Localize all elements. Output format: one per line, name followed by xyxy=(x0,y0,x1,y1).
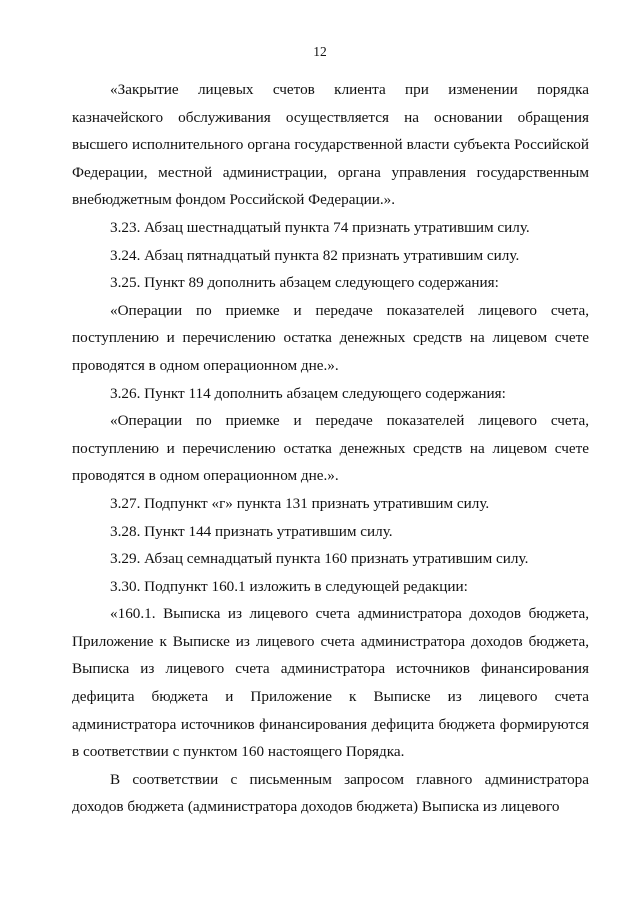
paragraph-3-23: 3.23. Абзац шестнадцатый пункта 74 признать утратившим силу. xyxy=(110,218,530,236)
paragraph-request-statement: В соответствии с письменным запросом главного администратора доходов бюджета (администратора доходов бюджета) Выписка из лицевого xyxy=(72,770,589,816)
paragraph-160-1-quote: «160.1. Выписка из лицевого счета администратора доходов бюджета, Приложение к Выписке из лицевого счета администратора доходов бюджета, Выписка из лицевого счета администратора источников финансирования дефицита бюджета и Приложение к Выписке из лицевого счета администратора источников финансирования дефицита бюджета формируются в соответствии с пунктом 160 настоящего Порядка. xyxy=(72,605,589,761)
paragraph-3-26-quote: «Операции по приемке и передаче показателей лицевого счета, поступлению и перечислению остатка денежных средств на лицевом счете проводятся в одном операционном дне.». xyxy=(72,412,589,485)
paragraph-3-25: 3.25. Пункт 89 дополнить абзацем следующего содержания: xyxy=(110,274,499,292)
paragraph-3-28: 3.28. Пункт 144 признать утратившим силу. xyxy=(110,522,393,540)
paragraph-3-25-quote: «Операции по приемке и передаче показателей лицевого счета, поступлению и перечислению остатка денежных средств на лицевом счете проводятся в одном операционном дне.». xyxy=(72,301,589,374)
paragraph-3-29: 3.29. Абзац семнадцатый пункта 160 признать утратившим силу. xyxy=(110,550,529,568)
paragraph-3-30: 3.30. Подпункт 160.1 изложить в следующей редакции: xyxy=(110,577,468,595)
paragraph-3-27: 3.27. Подпункт «г» пункта 131 признать утратившим силу. xyxy=(110,494,490,512)
page-number: 12 xyxy=(313,44,327,59)
paragraph-3-24: 3.24. Абзац пятнадцатый пункта 82 признать утратившим силу. xyxy=(110,246,520,264)
document-body xyxy=(72,76,589,821)
paragraph-account-closure-quote: «Закрытие лицевых счетов клиента при изменении порядка казначейского обслуживания осуществляется на основании обращения высшего исполнительного органа государственной власти субъекта Российской Федерации, местной администрации, органа управления государственным внебюджетным фондом Российской Федерации.». xyxy=(72,81,589,209)
paragraph-3-26: 3.26. Пункт 114 дополнить абзацем следующего содержания: xyxy=(110,384,506,402)
